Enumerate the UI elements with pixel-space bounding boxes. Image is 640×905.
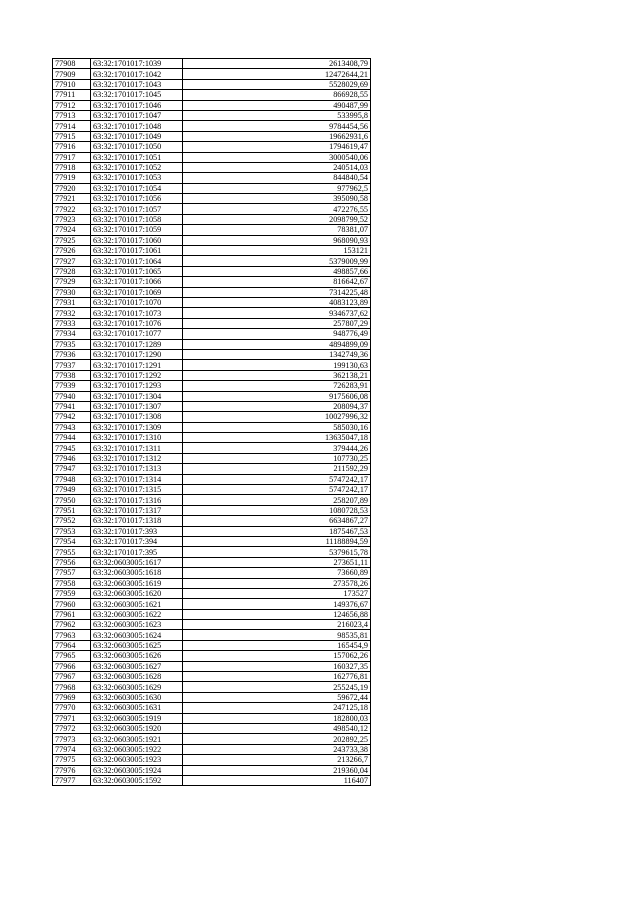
value-cell: 98535,81	[183, 630, 371, 640]
table-row	[53, 235, 371, 245]
value-cell: 149376,67	[183, 599, 371, 609]
row-number-cell: 77908	[53, 59, 91, 69]
row-number-cell: 77935	[53, 339, 91, 349]
cadastral-number-cell: 63:32:0603005:1623	[91, 620, 183, 630]
cadastral-number-cell: 63:32:1701017:1070	[91, 297, 183, 307]
value-cell: 216023,4	[183, 620, 371, 630]
table-row	[53, 692, 371, 702]
cadastral-number-cell: 63:32:1701017:1043	[91, 79, 183, 89]
value-cell: 362138,21	[183, 370, 371, 380]
value-cell: 1794619,47	[183, 142, 371, 152]
table-row	[53, 173, 371, 183]
row-number-cell: 77948	[53, 474, 91, 484]
table-row	[53, 360, 371, 370]
table-row	[53, 609, 371, 619]
row-number-cell: 77952	[53, 516, 91, 526]
table-row	[53, 59, 371, 69]
table-row	[53, 401, 371, 411]
table-row	[53, 495, 371, 505]
table-row	[53, 266, 371, 276]
row-number-cell: 77957	[53, 568, 91, 578]
cadastral-number-cell: 63:32:0603005:1625	[91, 640, 183, 650]
value-cell: 6634867,27	[183, 516, 371, 526]
table-row	[53, 246, 371, 256]
row-number-cell: 77943	[53, 422, 91, 432]
table-row	[53, 620, 371, 630]
cadastral-number-cell: 63:32:1701017:1315	[91, 485, 183, 495]
value-cell: 107730,25	[183, 453, 371, 463]
value-cell: 9346737,62	[183, 308, 371, 318]
row-number-cell: 77940	[53, 391, 91, 401]
cadastral-number-cell: 63:32:1701017:1311	[91, 443, 183, 453]
value-cell: 5379615,78	[183, 547, 371, 557]
row-number-cell: 77929	[53, 277, 91, 287]
table-row	[53, 100, 371, 110]
table-row	[53, 308, 371, 318]
cadastral-number-cell: 63:32:1701017:1066	[91, 277, 183, 287]
cadastral-number-cell: 63:32:1701017:1064	[91, 256, 183, 266]
cadastral-number-cell: 63:32:0603005:1619	[91, 578, 183, 588]
value-cell: 124656,88	[183, 609, 371, 619]
row-number-cell: 77928	[53, 266, 91, 276]
row-number-cell: 77969	[53, 692, 91, 702]
value-cell: 13635047,18	[183, 433, 371, 443]
value-cell: 258207,89	[183, 495, 371, 505]
value-cell: 1342749,36	[183, 349, 371, 359]
row-number-cell: 77927	[53, 256, 91, 266]
cadastral-number-cell: 63:32:1701017:1039	[91, 59, 183, 69]
value-cell: 240514,03	[183, 162, 371, 172]
cadastral-number-cell: 63:32:0603005:1923	[91, 755, 183, 765]
cadastral-number-cell: 63:32:1701017:1073	[91, 308, 183, 318]
row-number-cell: 77955	[53, 547, 91, 557]
value-cell: 816642,67	[183, 277, 371, 287]
row-number-cell: 77958	[53, 578, 91, 588]
cadastral-number-cell: 63:32:0603005:1626	[91, 651, 183, 661]
row-number-cell: 77967	[53, 672, 91, 682]
cadastral-number-cell: 63:32:1701017:1046	[91, 100, 183, 110]
value-cell: 5747242,17	[183, 474, 371, 484]
cadastral-number-cell: 63:32:1701017:1058	[91, 214, 183, 224]
value-cell: 948776,49	[183, 329, 371, 339]
row-number-cell: 77924	[53, 225, 91, 235]
table-row	[53, 703, 371, 713]
value-cell: 208094,37	[183, 401, 371, 411]
row-number-cell: 77919	[53, 173, 91, 183]
table-row	[53, 381, 371, 391]
cadastral-number-cell: 63:32:1701017:1076	[91, 318, 183, 328]
value-cell: 59672,44	[183, 692, 371, 702]
cadastral-number-cell: 63:32:0603005:1631	[91, 703, 183, 713]
row-number-cell: 77956	[53, 557, 91, 567]
cadastral-number-cell: 63:32:1701017:1047	[91, 110, 183, 120]
table-row	[53, 110, 371, 120]
row-number-cell: 77936	[53, 349, 91, 359]
row-number-cell: 77960	[53, 599, 91, 609]
table-row	[53, 225, 371, 235]
value-cell: 255245,19	[183, 682, 371, 692]
table-row	[53, 578, 371, 588]
cadastral-number-cell: 63:32:1701017:1065	[91, 266, 183, 276]
cadastral-number-cell: 63:32:1701017:1293	[91, 381, 183, 391]
row-number-cell: 77939	[53, 381, 91, 391]
value-cell: 257807,29	[183, 318, 371, 328]
table-row	[53, 557, 371, 567]
cadastral-number-cell: 63:32:1701017:1054	[91, 183, 183, 193]
table-row	[53, 765, 371, 775]
row-number-cell: 77966	[53, 661, 91, 671]
cadastral-number-cell: 63:32:0603005:1622	[91, 609, 183, 619]
cadastral-number-cell: 63:32:0603005:1592	[91, 775, 183, 785]
table-row	[53, 661, 371, 671]
table-row	[53, 90, 371, 100]
value-cell: 1875467,53	[183, 526, 371, 536]
table-row	[53, 287, 371, 297]
row-number-cell: 77950	[53, 495, 91, 505]
cadastral-number-cell: 63:32:1701017:1312	[91, 453, 183, 463]
cadastral-number-cell: 63:32:0603005:1620	[91, 588, 183, 598]
value-cell: 977962,5	[183, 183, 371, 193]
value-cell: 202892,25	[183, 734, 371, 744]
cadastral-number-cell: 63:32:1701017:1077	[91, 329, 183, 339]
table-row	[53, 536, 371, 546]
table-row	[53, 474, 371, 484]
cadastral-number-cell: 63:32:1701017:1056	[91, 194, 183, 204]
table-row	[53, 568, 371, 578]
value-cell: 73660,89	[183, 568, 371, 578]
row-number-cell: 77971	[53, 713, 91, 723]
value-cell: 116407	[183, 775, 371, 785]
table-row	[53, 370, 371, 380]
row-number-cell: 77910	[53, 79, 91, 89]
value-cell: 498540,12	[183, 724, 371, 734]
cadastral-number-cell: 63:32:1701017:1050	[91, 142, 183, 152]
value-cell: 211592,29	[183, 464, 371, 474]
cadastral-number-cell: 63:32:0603005:1621	[91, 599, 183, 609]
value-cell: 968090,93	[183, 235, 371, 245]
row-number-cell: 77934	[53, 329, 91, 339]
value-cell: 9175606,08	[183, 391, 371, 401]
row-number-cell: 77959	[53, 588, 91, 598]
row-number-cell: 77941	[53, 401, 91, 411]
row-number-cell: 77968	[53, 682, 91, 692]
row-number-cell: 77970	[53, 703, 91, 713]
cadastral-number-cell: 63:32:1701017:1048	[91, 121, 183, 131]
cadastral-number-cell: 63:32:1701017:393	[91, 526, 183, 536]
value-cell: 7314225,48	[183, 287, 371, 297]
table-row	[53, 516, 371, 526]
row-number-cell: 77963	[53, 630, 91, 640]
table-row	[53, 672, 371, 682]
value-cell: 157062,26	[183, 651, 371, 661]
value-cell: 844840,54	[183, 173, 371, 183]
value-cell: 2613408,79	[183, 59, 371, 69]
value-cell: 160327,35	[183, 661, 371, 671]
cadastral-number-cell: 63:32:1701017:1061	[91, 246, 183, 256]
table-row	[53, 588, 371, 598]
table-row	[53, 204, 371, 214]
cadastral-number-cell: 63:32:1701017:394	[91, 536, 183, 546]
row-number-cell: 77923	[53, 214, 91, 224]
table-row	[53, 194, 371, 204]
table-row	[53, 79, 371, 89]
row-number-cell: 77964	[53, 640, 91, 650]
value-cell: 182800,03	[183, 713, 371, 723]
table-row	[53, 485, 371, 495]
row-number-cell: 77945	[53, 443, 91, 453]
row-number-cell: 77931	[53, 297, 91, 307]
table-row	[53, 651, 371, 661]
table-row	[53, 318, 371, 328]
cadastral-number-cell: 63:32:1701017:1052	[91, 162, 183, 172]
table-row	[53, 599, 371, 609]
row-number-cell: 77973	[53, 734, 91, 744]
cadastral-number-cell: 63:32:1701017:1291	[91, 360, 183, 370]
cadastral-number-cell: 63:32:1701017:1316	[91, 495, 183, 505]
row-number-cell: 77909	[53, 69, 91, 79]
cadastral-number-cell: 63:32:1701017:1310	[91, 433, 183, 443]
row-number-cell: 77938	[53, 370, 91, 380]
table-row	[53, 256, 371, 266]
row-number-cell: 77974	[53, 744, 91, 754]
cadastral-number-cell: 63:32:1701017:1042	[91, 69, 183, 79]
table-row	[53, 734, 371, 744]
value-cell: 247125,18	[183, 703, 371, 713]
table-row	[53, 162, 371, 172]
value-cell: 165454,9	[183, 640, 371, 650]
value-cell: 11188894,59	[183, 536, 371, 546]
cadastral-number-cell: 63:32:1701017:1057	[91, 204, 183, 214]
table-row	[53, 142, 371, 152]
row-number-cell: 77916	[53, 142, 91, 152]
cadastral-number-cell: 63:32:0603005:1629	[91, 682, 183, 692]
table-row	[53, 329, 371, 339]
row-number-cell: 77972	[53, 724, 91, 734]
row-number-cell: 77976	[53, 765, 91, 775]
value-cell: 395090,58	[183, 194, 371, 204]
cadastral-number-cell: 63:32:0603005:1630	[91, 692, 183, 702]
row-number-cell: 77946	[53, 453, 91, 463]
table-row	[53, 744, 371, 754]
table-row	[53, 526, 371, 536]
row-number-cell: 77953	[53, 526, 91, 536]
value-cell: 379444,26	[183, 443, 371, 453]
cadastral-number-cell: 63:32:1701017:1059	[91, 225, 183, 235]
cadastral-number-cell: 63:32:0603005:1921	[91, 734, 183, 744]
row-number-cell: 77912	[53, 100, 91, 110]
table-row	[53, 547, 371, 557]
table-row	[53, 349, 371, 359]
row-number-cell: 77954	[53, 536, 91, 546]
cadastral-number-cell: 63:32:1701017:1049	[91, 131, 183, 141]
table-row	[53, 453, 371, 463]
value-cell: 12472644,21	[183, 69, 371, 79]
value-cell: 199130,63	[183, 360, 371, 370]
table-row	[53, 755, 371, 765]
value-cell: 5528029,69	[183, 79, 371, 89]
value-cell: 472276,55	[183, 204, 371, 214]
table-row	[53, 214, 371, 224]
row-number-cell: 77944	[53, 433, 91, 443]
row-number-cell: 77914	[53, 121, 91, 131]
row-number-cell: 77962	[53, 620, 91, 630]
row-number-cell: 77977	[53, 775, 91, 785]
row-number-cell: 77949	[53, 485, 91, 495]
value-cell: 173527	[183, 588, 371, 598]
row-number-cell: 77918	[53, 162, 91, 172]
value-cell: 5747242,17	[183, 485, 371, 495]
cadastral-number-cell: 63:32:1701017:1314	[91, 474, 183, 484]
cadastral-number-cell: 63:32:0603005:1618	[91, 568, 183, 578]
value-cell: 213266,7	[183, 755, 371, 765]
table-row	[53, 297, 371, 307]
value-cell: 866928,55	[183, 90, 371, 100]
table-row	[53, 640, 371, 650]
cadastral-number-cell: 63:32:1701017:1318	[91, 516, 183, 526]
cadastral-number-cell: 63:32:1701017:395	[91, 547, 183, 557]
value-cell: 243733,38	[183, 744, 371, 754]
value-cell: 498857,66	[183, 266, 371, 276]
cadastral-number-cell: 63:32:1701017:1045	[91, 90, 183, 100]
cadastral-number-cell: 63:32:1701017:1060	[91, 235, 183, 245]
table-row	[53, 724, 371, 734]
cadastral-number-cell: 63:32:1701017:1304	[91, 391, 183, 401]
value-cell: 162776,81	[183, 672, 371, 682]
row-number-cell: 77932	[53, 308, 91, 318]
cadastral-number-cell: 63:32:1701017:1308	[91, 412, 183, 422]
row-number-cell: 77951	[53, 505, 91, 515]
cadastral-number-cell: 63:32:1701017:1069	[91, 287, 183, 297]
cadastral-number-cell: 63:32:1701017:1309	[91, 422, 183, 432]
cadastral-number-cell: 63:32:0603005:1919	[91, 713, 183, 723]
cadastral-number-cell: 63:32:0603005:1628	[91, 672, 183, 682]
value-cell: 3000540,06	[183, 152, 371, 162]
cadastral-number-cell: 63:32:0603005:1922	[91, 744, 183, 754]
cadastral-number-cell: 63:32:1701017:1290	[91, 349, 183, 359]
value-cell: 533995,8	[183, 110, 371, 120]
table-row	[53, 713, 371, 723]
row-number-cell: 77926	[53, 246, 91, 256]
data-table	[52, 58, 371, 786]
row-number-cell: 77915	[53, 131, 91, 141]
table-row	[53, 422, 371, 432]
cadastral-number-cell: 63:32:1701017:1053	[91, 173, 183, 183]
table-row	[53, 443, 371, 453]
value-cell: 2098799,52	[183, 214, 371, 224]
value-cell: 153121	[183, 246, 371, 256]
table-row	[53, 775, 371, 785]
value-cell: 585030,16	[183, 422, 371, 432]
table-row	[53, 412, 371, 422]
value-cell: 10027996,32	[183, 412, 371, 422]
row-number-cell: 77937	[53, 360, 91, 370]
table-row	[53, 391, 371, 401]
row-number-cell: 77925	[53, 235, 91, 245]
value-cell: 9784454,56	[183, 121, 371, 131]
value-cell: 5379009,99	[183, 256, 371, 266]
value-cell: 19662931,6	[183, 131, 371, 141]
cadastral-number-cell: 63:32:1701017:1292	[91, 370, 183, 380]
table-row	[53, 277, 371, 287]
row-number-cell: 77942	[53, 412, 91, 422]
row-number-cell: 77930	[53, 287, 91, 297]
table-row	[53, 682, 371, 692]
value-cell: 273578,26	[183, 578, 371, 588]
table-row	[53, 339, 371, 349]
row-number-cell: 77911	[53, 90, 91, 100]
row-number-cell: 77933	[53, 318, 91, 328]
cadastral-number-cell: 63:32:1701017:1307	[91, 401, 183, 411]
table-row	[53, 183, 371, 193]
row-number-cell: 77921	[53, 194, 91, 204]
cadastral-number-cell: 63:32:0603005:1924	[91, 765, 183, 775]
value-cell: 726283,91	[183, 381, 371, 391]
table-body	[53, 59, 371, 786]
cadastral-number-cell: 63:32:0603005:1627	[91, 661, 183, 671]
cadastral-number-cell: 63:32:0603005:1920	[91, 724, 183, 734]
row-number-cell: 77961	[53, 609, 91, 619]
table-row	[53, 464, 371, 474]
row-number-cell: 77965	[53, 651, 91, 661]
cadastral-number-cell: 63:32:1701017:1313	[91, 464, 183, 474]
cadastral-number-cell: 63:32:1701017:1289	[91, 339, 183, 349]
cadastral-number-cell: 63:32:1701017:1051	[91, 152, 183, 162]
row-number-cell: 77917	[53, 152, 91, 162]
table-row	[53, 505, 371, 515]
table-row	[53, 131, 371, 141]
table-row	[53, 152, 371, 162]
row-number-cell: 77913	[53, 110, 91, 120]
row-number-cell: 77920	[53, 183, 91, 193]
value-cell: 4894899,09	[183, 339, 371, 349]
cadastral-number-cell: 63:32:0603005:1617	[91, 557, 183, 567]
cadastral-number-cell: 63:32:0603005:1624	[91, 630, 183, 640]
table-row	[53, 121, 371, 131]
value-cell: 490487,99	[183, 100, 371, 110]
table-row	[53, 630, 371, 640]
cadastral-number-cell: 63:32:1701017:1317	[91, 505, 183, 515]
value-cell: 273651,11	[183, 557, 371, 567]
row-number-cell: 77975	[53, 755, 91, 765]
value-cell: 4083123,89	[183, 297, 371, 307]
row-number-cell: 77947	[53, 464, 91, 474]
row-number-cell: 77922	[53, 204, 91, 214]
value-cell: 1080728,53	[183, 505, 371, 515]
value-cell: 78381,07	[183, 225, 371, 235]
table-row	[53, 433, 371, 443]
table-row	[53, 69, 371, 79]
value-cell: 219360,04	[183, 765, 371, 775]
